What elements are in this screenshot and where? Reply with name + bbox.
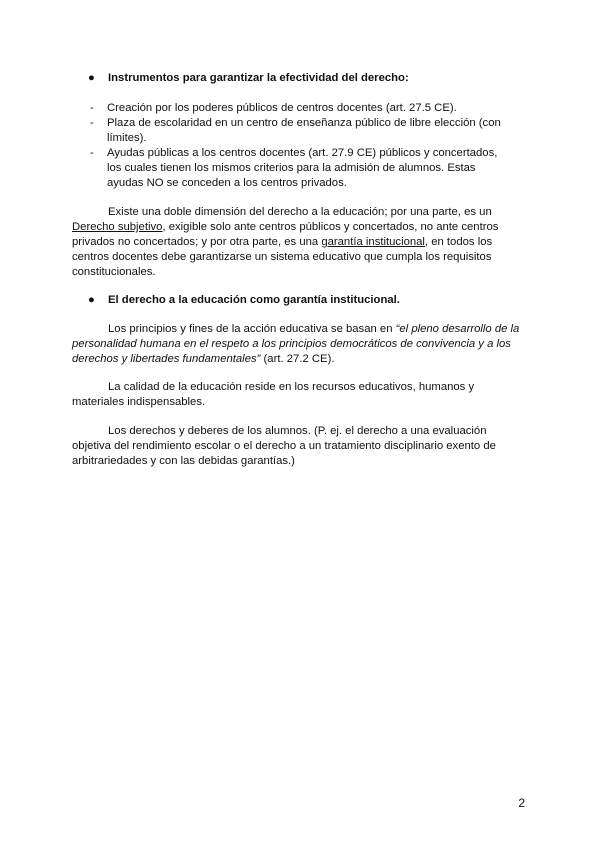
list-item — [90, 116, 510, 146]
rights-paragraph — [72, 424, 524, 469]
article-reference: (art. 27.2 CE). — [260, 353, 335, 365]
list-item-text: Creación por los poderes públicos de centros docentes (art. 27.5 CE). — [107, 102, 457, 114]
list-item-text: Ayudas públicas a los centros docentes (art. 27.9 CE) públicos y concertados, los cuales tienen los mismos criterios para la admisión de alumnos. Estas ayudas NO se conceden a los centros privados. — [107, 147, 498, 189]
instruments-heading — [88, 71, 409, 86]
paragraph-text: Los principios y fines de la acción educativa se basan en — [108, 323, 396, 335]
instruments-heading-text: Instrumentos para garantizar la efectividad del derecho: — [108, 72, 409, 84]
bullet-icon: ● — [88, 72, 95, 84]
list-item — [90, 146, 510, 191]
paragraph-text: Los derechos y deberes de los alumnos. (P. ej. el derecho a una evaluación objetiva del rendimiento escolar o el derecho a un tratamiento disciplinario exento de arbitrariedades y con las debidas garantías.) — [72, 425, 496, 467]
principles-paragraph — [72, 322, 524, 367]
garantia-institucional-term: garantía institucional — [321, 236, 425, 248]
constitution-quote: “el pleno desarrollo de la personalidad humana en el respeto a los principios democráticos de convivencia y a los derechos y libertades fundamentales” — [72, 323, 520, 365]
dash-marker: - — [90, 117, 94, 129]
derecho-subjetivo-term: Derecho subjetivo — [72, 221, 163, 233]
list-item — [90, 101, 510, 116]
paragraph-text: Existe una doble dimensión del derecho a la educación; por una parte, es un — [108, 206, 492, 218]
dual-dimension-paragraph — [72, 205, 524, 280]
dash-marker: - — [90, 147, 94, 159]
institutional-heading-text: El derecho a la educación como garantía institucional. — [108, 294, 400, 306]
paragraph-text: , exigible solo ante centros públicos y concertados, no ante centros privados no concertados; y por otra parte, es una — [72, 221, 499, 248]
bullet-icon: ● — [88, 294, 95, 306]
institutional-heading — [88, 293, 400, 308]
dash-marker: - — [90, 102, 94, 114]
paragraph-text: La calidad de la educación reside en los recursos educativos, humanos y materiales indispensables. — [72, 381, 475, 408]
list-item-text: Plaza de escolaridad en un centro de enseñanza público de libre elección (con límites). — [107, 117, 501, 144]
quality-paragraph — [72, 380, 524, 410]
page-number: 2 — [518, 796, 525, 810]
paragraph-text: , en todos los centros docentes debe garantizarse un sistema educativo que cumpla los requisitos constitucionales. — [72, 236, 493, 278]
